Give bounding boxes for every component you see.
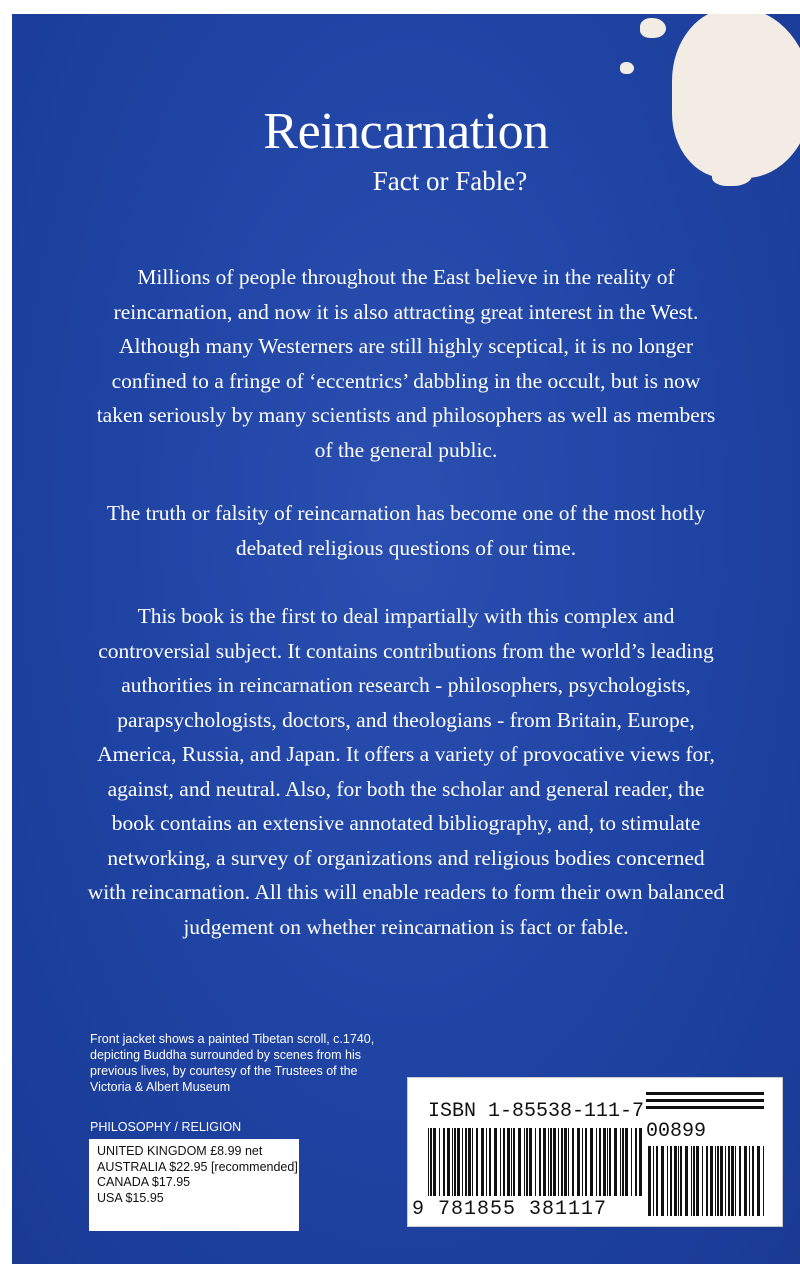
barcode-bar — [680, 1146, 682, 1216]
barcode-bar — [535, 1128, 536, 1196]
barcode-bar — [609, 1128, 611, 1196]
barcode-bar — [524, 1128, 525, 1196]
barcode-bar — [476, 1128, 478, 1196]
price-code: 00899 — [646, 1120, 707, 1143]
barcode-bar — [568, 1128, 569, 1196]
ean-number: 9 781855 381117 — [412, 1198, 608, 1221]
barcode-bar — [749, 1146, 750, 1216]
barcode-bar — [631, 1128, 632, 1196]
blurb-paragraph-1: Millions of people throughout the East believe in the reality of reincarnation, and now it is also attracting great interest in the West. Although many Westerners are still highly sceptical, it is no longer confined to a fringe of ‘eccentrics’ dabbling in the occult, but is now taken seriously by many scientists and philosophers as well as members of the general public. — [96, 265, 716, 462]
barcode-bar — [529, 1128, 532, 1196]
barcode-label — [407, 1077, 783, 1227]
addon-bars — [648, 1146, 764, 1216]
barcode-bar — [603, 1128, 606, 1196]
barcode-bar — [678, 1146, 679, 1216]
barcode-bar — [614, 1128, 617, 1196]
barcode-bar — [590, 1128, 593, 1196]
barcode-bar — [710, 1146, 713, 1216]
barcode-bar — [489, 1128, 491, 1196]
barcode-bar — [500, 1128, 501, 1196]
barcode-bar — [696, 1146, 699, 1216]
barcode-bar — [670, 1146, 672, 1216]
barcode-bar — [550, 1128, 552, 1196]
barcode-bar — [543, 1128, 546, 1196]
barcode-bar — [622, 1128, 624, 1196]
barcode-bar — [430, 1128, 432, 1196]
barcode-bar — [685, 1146, 688, 1216]
barcode-bar — [596, 1128, 597, 1196]
barcode-bar — [717, 1146, 719, 1216]
worn-corner-speck — [620, 62, 634, 74]
barcode-bar — [599, 1128, 601, 1196]
book-title: Reincarnation — [263, 103, 549, 160]
barcode-bar — [725, 1146, 726, 1216]
barcode-bar — [702, 1146, 703, 1216]
barcode-bar — [752, 1146, 754, 1216]
back-cover — [12, 14, 800, 1264]
barcode-bar — [648, 1146, 651, 1216]
barcode-bar — [693, 1146, 695, 1216]
barcode-bar — [539, 1128, 541, 1196]
price-box — [89, 1139, 299, 1231]
barcode-bar — [558, 1128, 559, 1196]
price-uk: UNITED KINGDOM £8.99 net — [97, 1144, 263, 1158]
barcode-bar — [667, 1146, 668, 1216]
barcode-bar — [507, 1128, 510, 1196]
price-canada: CANADA $17.95 — [97, 1175, 191, 1189]
barcode-bar — [526, 1128, 528, 1196]
barcode-bar — [503, 1128, 505, 1196]
barcode-bar — [639, 1128, 642, 1196]
barcode-bar — [620, 1128, 621, 1196]
barcode-bar — [561, 1128, 563, 1196]
barcode-bar — [447, 1128, 450, 1196]
isbn-number: ISBN 1-85538-111-7 — [428, 1100, 645, 1123]
barcode-bar — [457, 1128, 460, 1196]
barcode-bar — [548, 1128, 549, 1196]
barcode-bar — [720, 1146, 723, 1216]
barcode-bar — [674, 1146, 677, 1216]
category-label: PHILOSOPHY / RELIGION — [90, 1120, 242, 1134]
barcode-bar — [744, 1146, 747, 1216]
price-australia: AUSTRALIA $22.95 [recommended] — [97, 1159, 298, 1174]
barcode-bar — [763, 1146, 764, 1216]
barcode-bar — [653, 1146, 654, 1216]
barcode-bar — [735, 1146, 736, 1216]
barcode-bar — [443, 1128, 445, 1196]
barcode-bar — [494, 1128, 497, 1196]
price-usa: USA $15.95 — [97, 1190, 164, 1205]
barcode-bar — [481, 1128, 484, 1196]
barcode-bar — [661, 1146, 664, 1216]
barcode-bar — [472, 1128, 473, 1196]
worn-corner-speck — [640, 18, 666, 38]
barcode-bar — [452, 1128, 453, 1196]
barcode-bar — [715, 1146, 716, 1216]
barcode-bar — [691, 1146, 692, 1216]
barcode-bar — [465, 1128, 467, 1196]
book-subtitle: Fact or Fable? — [372, 166, 528, 196]
barcode-bar — [731, 1146, 734, 1216]
barcode-bar — [625, 1128, 628, 1196]
barcode-bar — [513, 1128, 515, 1196]
barcode-bar — [582, 1128, 583, 1196]
barcode-bar — [428, 1128, 429, 1196]
barcode-bar — [607, 1128, 608, 1196]
barcode-bar — [585, 1128, 587, 1196]
barcode-bar — [518, 1128, 521, 1196]
worn-corner-speck — [712, 164, 752, 186]
barcode-bar — [439, 1128, 440, 1196]
barcode-bar — [468, 1128, 471, 1196]
jacket-credit: Front jacket shows a painted Tibetan scroll, c.1740, depicting Buddha surrounded by scenes from his previous lives, by courtesy of the Trustees of the Victoria & Albert Museum — [90, 1032, 375, 1094]
barcode-bar — [757, 1146, 760, 1216]
barcode-bar — [454, 1128, 456, 1196]
barcode-bar — [564, 1128, 567, 1196]
barcode-bar — [433, 1128, 436, 1196]
barcode-bar — [635, 1128, 637, 1196]
blurb-paragraph-3: This book is the first to deal impartially with this complex and controversial subject. It contains contributions from the world’s leading authorities in reincarnation research - philosophers, psychologists, parapsychologists, doctors, and theologians - from Britain, Europe, America, Russia, and Japan. It offers a variety of provocative views for, against, and neutral. Also, for both the scholar and general reader, the book contains an extensive annotated bibliography, and, to stimulate networking, a survey of organizations and religious bodies concerned with reincarnation. All this will enable readers to form their own balanced judgement on whether reincarnation is fact or fable. — [87, 604, 725, 939]
barcode-bar — [462, 1128, 463, 1196]
blurb-paragraph-2: The truth or falsity of reincarnation has become one of the most hotly debated religious questions of our time. — [106, 501, 706, 560]
barcode-bar — [486, 1128, 487, 1196]
barcode-bar — [511, 1128, 512, 1196]
ean-bars — [428, 1128, 642, 1196]
barcode-bar — [553, 1128, 556, 1196]
addon-bars-top — [646, 1092, 764, 1109]
barcode-bar — [572, 1128, 574, 1196]
barcode-bar — [739, 1146, 741, 1216]
barcode-bar — [706, 1146, 708, 1216]
barcode-bar — [656, 1146, 658, 1216]
barcode-bar — [728, 1146, 730, 1216]
barcode-bar — [577, 1128, 580, 1196]
